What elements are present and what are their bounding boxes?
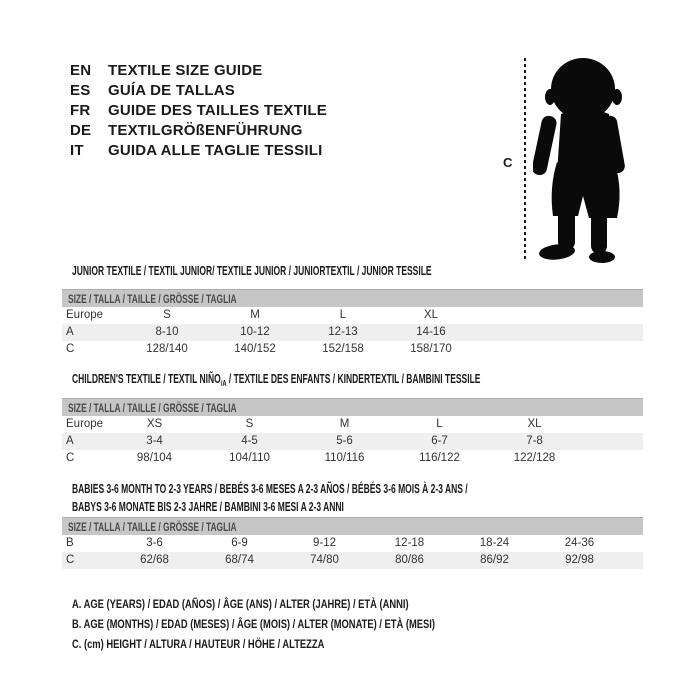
size-cell: 3-4	[146, 435, 163, 447]
size-cell: 86/92	[480, 554, 509, 566]
size-cell: 24-36	[564, 537, 595, 549]
size-cell: 104/110	[229, 452, 270, 464]
size-cell: 18-24	[479, 537, 510, 549]
section-children	[62, 372, 643, 467]
size-cell: 5-6	[336, 435, 353, 447]
section-title-line1: BABIES 3-6 MONTH TO 2-3 YEARS / BEBÉS 3-6 MESES A 2-3 AÑOS / BÉBÉS 3-6 MOIS À 2-3 ANS /	[72, 482, 468, 496]
language-row-it	[70, 141, 327, 161]
table-row-age	[62, 433, 643, 450]
language-row-de	[70, 121, 327, 141]
table-row-height	[62, 341, 643, 358]
row-label: Europe	[66, 309, 104, 321]
row-label: A	[66, 326, 74, 338]
size-cell: 116/122	[419, 452, 460, 464]
language-label: GUÍA DE TALLAS	[108, 82, 235, 99]
row-label: Europe	[66, 418, 104, 430]
table-row-europe	[62, 307, 643, 324]
size-cell: 9-12	[312, 537, 337, 549]
size-cell: 68/74	[225, 554, 254, 566]
language-code: ES	[70, 82, 91, 99]
legend-line-c: C. (cm) HEIGHT / ALTURA / HAUTEUR / HÖHE / ALTEZZA	[72, 637, 325, 651]
section-junior	[62, 264, 643, 358]
language-code: EN	[70, 62, 92, 79]
measure-label-c: C	[503, 155, 513, 170]
section-title-line2: BABYS 3-6 MONATE BIS 2-3 JAHRE / BAMBINI 3-6 MESI A 2-3 ANNI	[72, 500, 344, 514]
size-cell: L	[436, 418, 443, 430]
legend-line-b: B. AGE (MONTHS) / EDAD (MESES) / ÂGE (MOIS) / ALTER (MONATE) / ETÀ (MESI)	[72, 617, 435, 631]
row-label: C	[66, 554, 75, 566]
size-cell: 140/152	[234, 343, 276, 355]
babies-size-table	[62, 517, 643, 569]
size-cell: S	[245, 418, 254, 430]
language-row-fr	[70, 101, 327, 121]
row-label: A	[66, 435, 74, 447]
table-row-age	[62, 324, 643, 341]
language-label: TEXTILE SIZE GUIDE	[108, 62, 263, 79]
size-cell: 7-8	[526, 435, 543, 447]
size-cell: XS	[146, 418, 163, 430]
section-babies	[62, 481, 643, 569]
row-label: C	[66, 343, 75, 355]
size-cell: 4-5	[241, 435, 258, 447]
table-row-age-months	[62, 535, 643, 552]
language-code: DE	[70, 122, 92, 139]
size-cell: 152/158	[322, 343, 364, 355]
nino-a-subscript: /A	[220, 378, 227, 388]
legend	[72, 594, 643, 654]
language-code: FR	[70, 102, 91, 119]
junior-size-table	[62, 289, 643, 358]
row-label: C	[66, 452, 75, 464]
language-row-en	[70, 61, 327, 81]
table-row-height	[62, 450, 643, 467]
table-row-europe	[62, 416, 643, 433]
section-title: JUNIOR TEXTILE / TEXTIL JUNIOR/ TEXTILE JUNIOR / JUNIORTEXTIL / JUNIOR TESSILE	[72, 264, 432, 278]
size-cell: 74/80	[310, 554, 339, 566]
table-header-bar: SIZE / TALLA / TAILLE / GRÖSSE / TAGLIA	[62, 398, 643, 416]
size-cell: 122/128	[513, 452, 556, 464]
size-cell: 62/68	[140, 554, 169, 566]
table-row-height	[62, 552, 643, 569]
size-cell: 14-16	[416, 326, 446, 338]
section-title: CHILDREN'S TEXTILE / TEXTIL $NIÑO_{/A}$ / TEXTILE DES ENFANTS / KINDERTEXTIL / BAMBINI TESSILE	[72, 372, 481, 388]
size-cell: 8-10	[155, 326, 179, 338]
size-cell: 158/170	[410, 343, 452, 355]
language-list	[70, 61, 327, 161]
language-row-es	[70, 81, 327, 101]
language-label: GUIDA ALLE TAGLIE TESSILI	[108, 142, 323, 159]
size-cell: 10-12	[240, 326, 270, 338]
size-cell: 92/98	[565, 554, 594, 566]
size-cell: 6-7	[431, 435, 448, 447]
children-size-table	[62, 398, 643, 467]
size-cell: XL	[423, 309, 439, 321]
size-cell: L	[339, 309, 347, 321]
size-cell: S	[163, 309, 171, 321]
size-cell: XL	[527, 418, 542, 430]
height-measure-line	[524, 58, 526, 260]
baby-silhouette-icon	[533, 52, 641, 264]
size-cell: M	[250, 309, 260, 321]
size-cell: 3-6	[146, 537, 163, 549]
size-tables	[62, 264, 643, 654]
language-code: IT	[70, 142, 84, 159]
size-cell: 12-13	[328, 326, 358, 338]
table-header-bar: SIZE / TALLA / TAILLE / GRÖSSE / TAGLIA	[62, 517, 643, 535]
legend-line-a: A. AGE (YEARS) / EDAD (AÑOS) / ÂGE (ANS) / ALTER (JAHRE) / ETÀ (ANNI)	[72, 597, 409, 611]
size-cell: 80/86	[395, 554, 424, 566]
table-header-bar: SIZE / TALLA / TAILLE / GRÖSSE / TAGLIA	[62, 289, 643, 307]
size-cell: 128/140	[146, 343, 188, 355]
language-label: GUIDE DES TAILLES TEXTILE	[108, 102, 327, 119]
row-label: B	[66, 537, 74, 549]
size-cell: 98/104	[136, 452, 173, 464]
size-cell: 12-18	[394, 537, 425, 549]
language-label: TEXTILGRÖßENFÜHRUNG	[108, 122, 303, 139]
size-cell: M	[339, 418, 350, 430]
size-cell: 6-9	[231, 537, 248, 549]
size-cell: 110/116	[324, 452, 365, 464]
